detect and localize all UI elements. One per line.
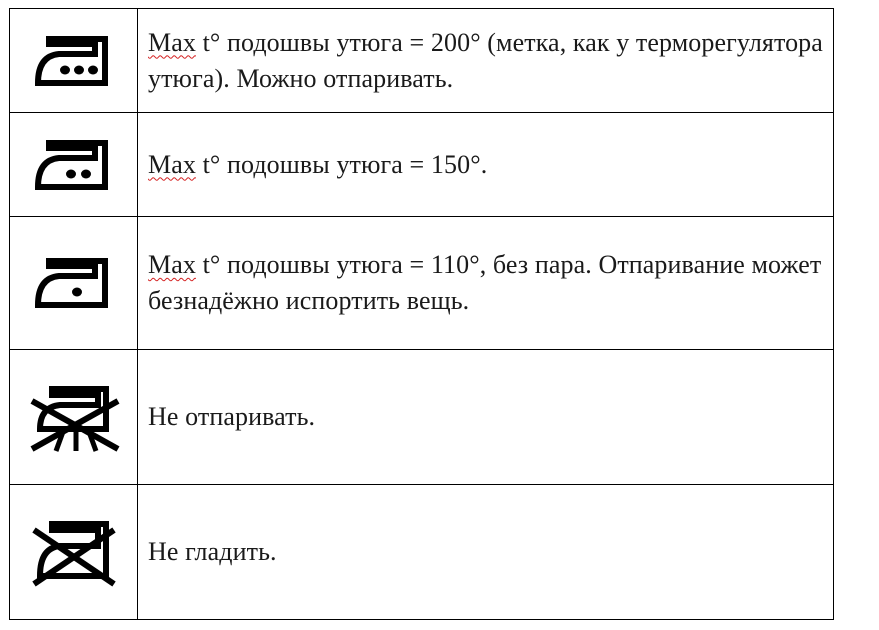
description-cell [138,9,834,113]
max-word: Max [148,250,196,279]
description-cell [138,485,834,620]
icon-cell [10,350,138,485]
iron-one-dot-icon [33,256,115,310]
description-text: t° подошвы утюга = 200° (метка, как у терморегулятора утюга). Можно отпаривать. [148,27,823,93]
ironing-care-symbols-table [9,8,834,620]
description-text: t° подошвы утюга = 110°, без пара. Отпаривание может безнадёжно испортить вещь. [148,250,822,315]
icon-cell [10,217,138,350]
table-row [10,113,834,217]
icon-cell [10,485,138,620]
no-ironing-icon [26,514,122,590]
table-row [10,9,834,113]
no-steam-icon [26,379,122,455]
table-row [10,485,834,620]
table-row [10,217,834,350]
description-cell [138,217,834,350]
max-word: Max [148,149,196,179]
icon-cell [10,113,138,217]
iron-two-dots-icon [33,138,115,192]
description-cell [138,113,834,217]
icon-cell [10,9,138,113]
iron-three-dots-icon [33,34,115,88]
max-word: Max [148,27,196,57]
description-cell [138,350,834,485]
description-text: Не гладить. [148,537,277,566]
table-row [10,350,834,485]
description-text: Не отпаривать. [148,402,316,431]
description-text: t° подошвы утюга = 150°. [195,149,488,179]
